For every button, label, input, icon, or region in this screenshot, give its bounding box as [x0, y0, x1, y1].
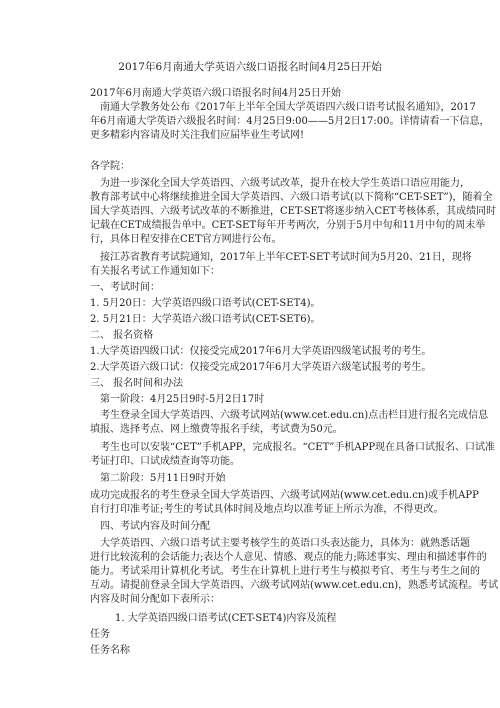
list-item: 1.大学英语四级口试：仅接受完成2017年6月大学英语四级笔试报考的考生。 [90, 346, 432, 357]
text-line: 自行打印准考证;考生的考试具体时间及地点均以准考证上所示为准，不得更改。 [90, 504, 444, 515]
text-line: 第一阶段：4月25日9时-5月2日17时 [100, 394, 265, 405]
list-item: 1. 大学英语四级口语考试(CET-SET4)内容及流程 [115, 613, 337, 624]
section-heading: 二、 报名资格 [90, 330, 154, 341]
table-header-label: 任务 [90, 629, 110, 640]
text-line: 考生登录全国大学英语四、六级考试网站(www.cet.edu.cn)点击栏目进行报名完成信息 [100, 410, 489, 421]
text-line: 国大学英语四、六级考试改革的不断推进，CET-SET将逐步纳入CET考核体系，其成绩同时 [90, 206, 497, 217]
section-heading: 四、考试内容及时间分配 [100, 521, 210, 532]
section-heading: 三、 报名时间和办法 [90, 378, 184, 389]
text-line: 年6月南通大学英语六级报名时间：4月25日9:00——5月2日17:00。详情请看一下信息， [90, 116, 490, 127]
text-line: 更多精彩内容请及时关注我们应届毕业生考试网! [90, 130, 305, 141]
list-item: 1. 5月20日：大学英语四级口语考试(CET-SET4)。 [90, 298, 321, 309]
text-line: 教育部考试中心将继续推进全国大学英语四、六级口语考试(以下简称“CET-SET”)，随着全 [90, 192, 493, 203]
text-line: 大学英语四、六级口语考试主要考核学生的英语口头表达能力，具体为：就熟悉话题 [100, 538, 470, 549]
text-line: 各学院： [90, 161, 130, 172]
text-line: 进行比较流利的会话能力;表达个人意见、情感、观点的能力;陈述事实、理由和描述事件的 [90, 552, 487, 563]
text-line: 接江苏省教育考试院通知，2017年上半年CET-SET考试时间为5月20、21日，现将 [100, 252, 472, 263]
text-line: 内容及时间分配如下表所示： [90, 594, 220, 605]
list-item: 2. 5月21日：大学英语六级口语考试(CET-SET6)。 [90, 314, 321, 325]
text-line: 为进一步深化全国大学英语四、六级考试改革，提升在校大学生英语口语应用能力， [100, 178, 470, 189]
table-header-label: 任务名称 [90, 645, 130, 656]
text-line: 行，具体日程安排在CET官方网进行公布。 [90, 234, 282, 245]
text-line: 记载在CET成绩报告单中。CET-SET每年开考两次，分别于5月中旬和11月中旬的周末举 [90, 220, 486, 231]
text-line: 成功完成报名的考生登录全国大学英语四、六级考试网站(www.cet.edu.cn)或手机APP [90, 490, 479, 501]
text-line: 第二阶段：5月11日9时开始 [100, 473, 226, 484]
text-line: 互动。请提前登录全国大学英语四、六级考试网站(www.cet.edu.cn)，熟悉考试流程。考试 [90, 580, 499, 591]
text-line: 考生也可以安装“CET”手机APP，完成报名。“CET”手机APP现在具备口试报名、口试准 [100, 442, 496, 453]
text-line: 填报、选择考点、网上缴费等报名手续，考试费为50元。 [90, 424, 343, 435]
text-line: 有关报名考试工作通知如下： [90, 266, 220, 277]
text-line: 能力。考试采用计算机化考试。考生在计算机上进行考生与模拟考官、考生与考生之间的 [90, 566, 480, 577]
section-heading: 一、考试时间： [90, 282, 160, 293]
list-item: 2.大学英语六级口试：仅接受完成2017年6月大学英语六级笔试报考的考生。 [90, 362, 432, 373]
text-line: 考证打印、口试成绩查询等功能。 [90, 456, 240, 467]
document-title: 2017年6月南通大学英语六级口语报名时间4月25日开始 [118, 61, 382, 73]
text-line: 2017年6月南通大学英语六级口语报名时间4月25日开始 [90, 88, 341, 99]
text-line: 南通大学教务处公布《2017年上半年全国大学英语四六级口语考试报名通知》，2017 [100, 102, 476, 113]
